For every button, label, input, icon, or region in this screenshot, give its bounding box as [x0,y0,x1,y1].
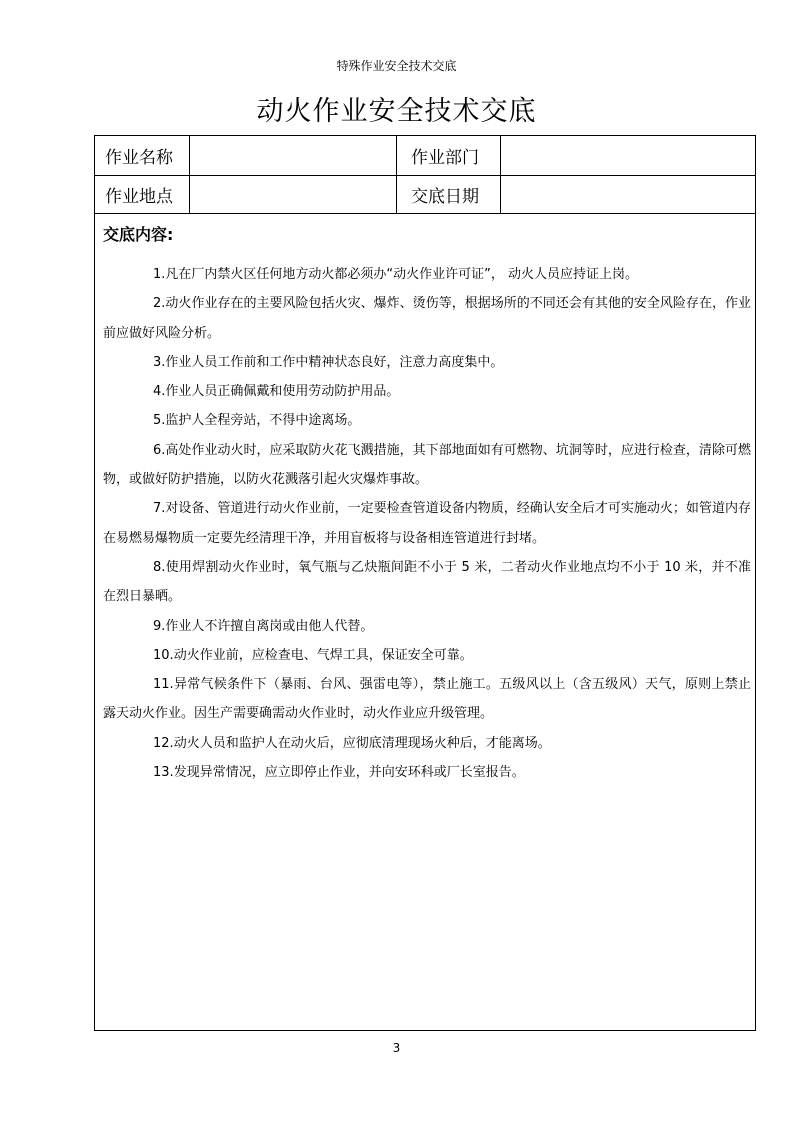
form-row-task [95,136,755,176]
item-number: 2. [153,296,166,312]
briefing-date-field[interactable] [501,175,755,213]
item-text: 作业人员正确佩戴和使用劳动防护用品。 [165,384,400,400]
list-item [103,494,751,553]
running-header: 特殊作业安全技术交底 [336,59,457,73]
department-field[interactable] [501,136,755,175]
item-number: 7. [153,501,166,517]
item-number: 6. [153,442,166,458]
location-field[interactable] [190,175,397,213]
briefing-items [103,260,751,787]
item-text: 动火作业前，应检查电、气焊工具，保证安全可靠。 [173,647,473,663]
list-item [103,758,751,787]
item-number: 8. [153,559,166,575]
department-label: 作业部门 [397,136,501,175]
item-text: 凡在厂内禁火区任何地方动火都必须办“动火作业许可证”， 动火人员应持证上岗。 [165,267,639,282]
list-item [103,670,751,729]
list-item [103,260,751,289]
item-text: 高处作业动火时，应采取防火花飞溅措施，其下部地面如有可燃物、坑洞等时，应进行检查，清除可燃物，或做好防护措施，以防火花溅落引起火灾爆炸事故。 [103,442,751,488]
item-number: 1. [153,267,166,282]
item-number: 3. [153,354,166,370]
list-item [103,641,751,670]
list-item [103,553,751,612]
list-item [103,406,751,435]
task-name-label: 作业名称 [95,136,190,175]
content-heading: 交底内容: [103,225,174,244]
page-number: 3 [392,1041,401,1055]
item-text: 发现异常情况，应立即停止作业，并向安环科或厂长室报告。 [173,765,525,781]
item-number: 13. [153,765,174,781]
item-number: 10. [153,647,174,663]
list-item [103,729,751,758]
list-item [103,436,751,495]
item-text: 作业人员工作前和工作中精神状态良好，注意力高度集中。 [165,354,504,370]
list-item [103,348,751,377]
item-text: 使用焊割动火作业时，氧气瓶与乙炔瓶间距不小于 5 米，二者动火作业地点均不小于 10 米，并不准在烈日暴晒。 [103,559,751,605]
form-row-location [95,175,755,214]
item-text: 作业人不许擅自离岗或由他人代替。 [165,618,374,634]
item-text: 动火人员和监护人在动火后，应彻底清理现场火种后，才能离场。 [173,735,551,751]
document-title: 动火作业安全技术交底 [256,96,537,127]
item-number: 9. [153,618,166,634]
item-text: 异常气候条件下（暴雨、台风、强雷电等），禁止施工。五级风以上（含五级风）天气，原则上禁止露天动火作业。因生产需要确需动火作业时，动火作业应升级管理。 [103,677,751,722]
list-item [103,612,751,641]
item-text: 监护人全程旁站，不得中途离场。 [165,413,361,429]
task-name-field[interactable] [190,136,397,175]
list-item [103,289,751,348]
item-number: 5. [153,413,166,429]
item-number: 11. [153,677,174,693]
location-label: 作业地点 [95,175,190,213]
item-text: 动火作业存在的主要风险包括火灾、爆炸、烫伤等，根据场所的不同还会有其他的安全风险存在，作业前应做好风险分析。 [103,296,751,341]
briefing-form [94,135,756,1031]
item-number: 4. [153,384,166,400]
list-item [103,377,751,406]
item-text: 对设备、管道进行动火作业前，一定要检查管道设备内物质，经确认安全后才可实施动火；如管道内存在易燃易爆物质一定要先经清理干净，并用盲板将与设备相连管道进行封堵。 [103,501,751,546]
briefing-date-label: 交底日期 [397,175,501,213]
item-number: 12. [153,735,174,751]
